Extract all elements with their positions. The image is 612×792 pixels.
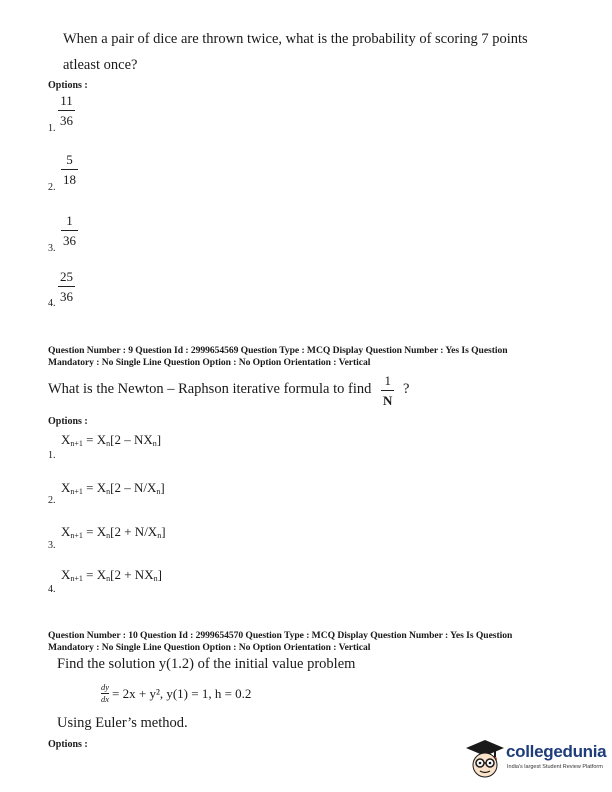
question-10-text: Find the solution y(1.2) of the initial value problem (57, 656, 356, 672)
question-10-method: Using Euler’s method. (57, 715, 188, 731)
option-fraction: $\frac{11}{36}$ (60, 93, 73, 128)
question-9-qmark: ? (403, 381, 410, 397)
q9-option-4-number: 4. (48, 584, 56, 595)
q9-option-1[interactable]: $X_{n+1} = X_n[2 - NX_n]$ (61, 432, 162, 448)
q8-option-4[interactable] (58, 268, 75, 304)
question-10-meta-line1: Question Number : 10 Question Id : 2999654570 Question Type : MCQ Display Question Number : Yes Is Question (48, 630, 513, 641)
q9-option-2-number: 2. (48, 495, 56, 506)
q8-option-3-number: 3. (48, 243, 56, 254)
q8-option-1[interactable] (58, 92, 75, 128)
option-fraction: $\frac{1}{36}$ (63, 213, 76, 248)
question-9-fraction: $\frac{1}{N}$ (383, 373, 393, 408)
question-10-options-label: Options : (48, 739, 88, 750)
collegedunia-logo (458, 736, 608, 786)
q9-option-2[interactable]: $X_{n+1} = X_n[2 - N/X_n]$ (61, 480, 165, 496)
q9-option-4[interactable]: $X_{n+1} = X_n[2 + NX_n]$ (61, 567, 162, 583)
q8-option-3[interactable] (61, 212, 78, 248)
question-9-text: What is the Newton – Raphson iterative formula to find (48, 381, 372, 397)
q8-option-2-number: 2. (48, 182, 56, 193)
graduate-mascot-icon (464, 738, 506, 782)
option-fraction: $\frac{25}{36}$ (60, 269, 73, 304)
question-9-meta-line2: Mandatory : No Single Line Question Option : No Option Orientation : Vertical (48, 357, 371, 368)
question-9-meta-line1: Question Number : 9 Question Id : 2999654569 Question Type : MCQ Display Question Number : Yes Is Question (48, 345, 508, 356)
q9-option-3[interactable]: $X_{n+1} = X_n[2 + N/X_n]$ (61, 524, 166, 540)
logo-wordmark: collegedunia (506, 742, 607, 761)
q8-option-1-number: 1. (48, 123, 56, 134)
question-10-meta-line2: Mandatory : No Single Line Question Option : No Option Orientation : Vertical (48, 642, 371, 653)
q9-option-1-number: 1. (48, 450, 56, 461)
question-10-equation: $\frac{dy}{dx}$ = 2x + y², y(1) = 1, h = 0.2 (101, 682, 252, 704)
logo-tagline: India's largest Student Review Platform (507, 764, 603, 770)
q8-option-4-number: 4. (48, 298, 56, 309)
question-8-options-label: Options : (48, 80, 88, 91)
question-8-text-line2: atleast once? (63, 57, 138, 73)
q8-option-2[interactable] (61, 151, 78, 187)
option-fraction: $\frac{5}{18}$ (63, 152, 76, 187)
derivative-fraction: $\frac{dy}{dx}$ (101, 682, 110, 704)
question-8-text-line1: When a pair of dice are thrown twice, what is the probability of scoring 7 points (63, 31, 528, 47)
question-9-options-label: Options : (48, 416, 88, 427)
q9-option-3-number: 3. (48, 540, 56, 551)
